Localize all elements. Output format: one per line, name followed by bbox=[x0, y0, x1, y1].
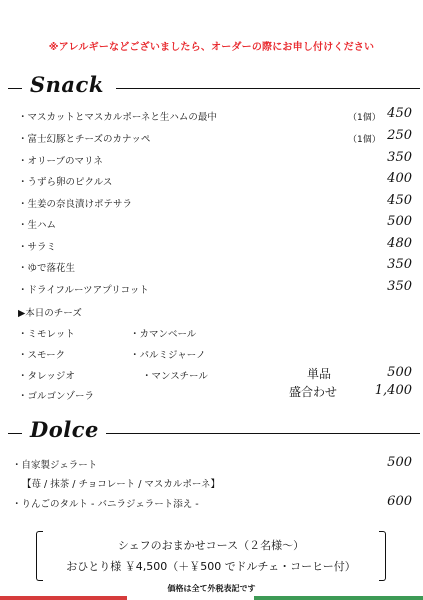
snack-item-price: 350 bbox=[387, 279, 412, 294]
dolce-gelato-flavors: 【苺 / 抹茶 / チョコレート / マスカルポーネ】 bbox=[22, 479, 220, 490]
snack-item-count: （1個） bbox=[348, 113, 381, 123]
snack-item-name: ・サラミ bbox=[18, 242, 57, 253]
dolce-tart: ・りんごのタルト - バニラジェラート添え - bbox=[12, 499, 199, 510]
dolce-title: Dolce bbox=[30, 417, 99, 442]
snack-item-price: 350 bbox=[387, 150, 412, 165]
snack-item-price: 450 bbox=[387, 193, 412, 208]
cheese-assort-label: 盛合わせ bbox=[289, 385, 338, 399]
snack-item-price: 480 bbox=[387, 236, 412, 251]
snack-item-name: ・マスカットとマスカルポーネと生ハムの最中 bbox=[18, 112, 217, 123]
course-price: おひとり様 ￥4,500（＋￥500 でドルチェ・コーヒー付） bbox=[66, 560, 356, 573]
cheese-item: ・ゴルゴンゾーラ bbox=[18, 391, 95, 402]
header-dash bbox=[8, 433, 22, 434]
snack-item-price: 500 bbox=[387, 214, 412, 229]
dolce-gelato-price: 500 bbox=[387, 455, 412, 470]
snack-item-name: ・オリーブのマリネ bbox=[18, 156, 103, 167]
cheese-item: ・マンスチール bbox=[142, 371, 208, 382]
allergy-notice: ※アレルギーなどございましたら、オーダーの際にお申し付けください bbox=[48, 42, 375, 53]
cheese-assort-price: 1,400 bbox=[374, 383, 412, 398]
course-box bbox=[36, 530, 386, 580]
cheese-item: ・タレッジオ bbox=[18, 371, 75, 382]
snack-item-price: 350 bbox=[387, 257, 412, 272]
snack-title: Snack bbox=[30, 72, 104, 97]
cheese-single-price: 500 bbox=[387, 365, 412, 380]
tax-note: 価格は全て外税表記です bbox=[167, 584, 256, 593]
header-rule bbox=[106, 433, 420, 434]
header-dash bbox=[8, 88, 22, 89]
snack-item-count: （1個） bbox=[348, 135, 381, 145]
cheese-single-label: 単品 bbox=[307, 367, 332, 381]
snack-item-name: ・富士幻豚とチーズのカナッペ bbox=[18, 134, 151, 145]
dolce-gelato: ・自家製ジェラート bbox=[12, 460, 98, 471]
cheese-heading: ▶本日のチーズ bbox=[18, 308, 82, 319]
dolce-section-header bbox=[8, 417, 418, 445]
snack-item-price: 400 bbox=[387, 171, 412, 186]
cheese-item: ・カマンベール bbox=[130, 329, 197, 340]
snack-item-name: ・生ハム bbox=[18, 220, 57, 231]
tricolor-stripe bbox=[0, 596, 423, 600]
course-title: シェフのおまかせコース（２名様〜） bbox=[117, 539, 305, 552]
snack-item-price: 250 bbox=[387, 128, 412, 143]
snack-item-name: ・生姜の奈良漬けポテサラ bbox=[18, 199, 133, 210]
cheese-item: ・ミモレット bbox=[18, 329, 75, 340]
snack-item-price: 450 bbox=[387, 106, 412, 121]
snack-item-name: ・ドライフルーツアプリコット bbox=[18, 285, 149, 296]
snack-item-name: ・うずら卵のピクルス bbox=[18, 177, 113, 188]
snack-item-name: ・ゆで落花生 bbox=[18, 263, 76, 274]
snack-section-header bbox=[8, 72, 418, 100]
cheese-item: ・パルミジャーノ bbox=[130, 350, 206, 361]
header-rule bbox=[116, 88, 420, 89]
dolce-tart-price: 600 bbox=[387, 494, 412, 509]
cheese-item: ・スモーク bbox=[18, 350, 66, 361]
